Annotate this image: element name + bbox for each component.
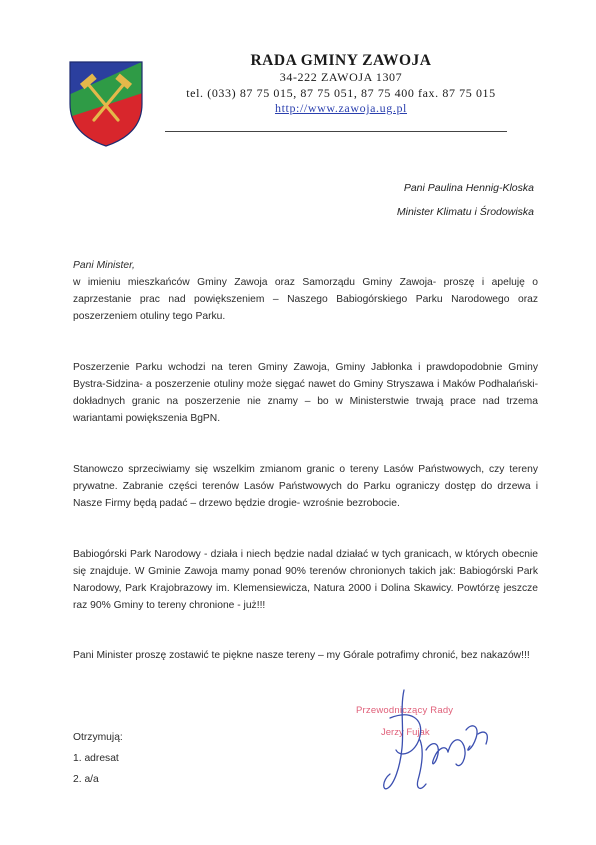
paragraph-3: Stanowczo sprzeciwiamy się wszelkim zmianom granic o tereny Lasów Państwowych, czy tereny prywatne. Zabranie części terenów Lasów Państwowych do Parku ograniczy dostęp do drzewa i Nasze Firmy będą padać – drzewo będzie drogie- wzrośnie bezrobocie. — [73, 464, 538, 509]
distribution-heading: Otrzymują: — [73, 732, 123, 743]
paragraph-2: Poszerzenie Parku wchodzi na teren Gminy Zawoja, Gminy Jabłonka i prawdopodobnie Gminy Bystra-Sidzina- a poszerzenie otuliny może sięgać nawet do Gminy Stryszawa i Maków Podhalański- dokładnych granic na poszerzenie nie znamy – bo w Ministerstwie trwają prace nad trzema wariantami powiększenia BgPN. — [73, 362, 538, 424]
stamp-title: Przewodniczący Rady — [356, 705, 454, 716]
distribution-item: 2. a/a — [73, 774, 99, 785]
distribution-list — [73, 727, 123, 790]
recipient-title: Minister Klimatu i Środowiska — [396, 206, 534, 218]
org-phone-line: tel. (033) 87 75 015, 87 75 051, 87 75 400 fax. 87 75 015 — [186, 86, 496, 100]
paragraph-1: w imieniu mieszkańców Gminy Zawoja oraz Samorządu Gminy Zawoja- proszę i apeluję o zaprzestanie prac nad powiększeniem – Naszego Babiogórskiego Parku Narodowego oraz poszerzeniem otuliny tego Parku. — [73, 277, 538, 322]
handwritten-signature — [360, 688, 500, 798]
org-website-link[interactable]: http://www.zawoja.ug.pl — [274, 101, 407, 115]
stamp-name: Jerzy Fujak — [381, 727, 430, 738]
org-address: 34-222 ZAWOJA 1307 — [279, 70, 403, 84]
paragraph-4: Babiogórski Park Narodowy - działa i niech będzie nadal działać w tych granicach, w których obecnie się znajduje. W Gminie Zawoja mamy ponad 90% terenów chronionych takich jak: Babiogórski Park Narodowy, Park Krajobrazowy im. Klemensiewicza, Natura 2000 i Dolina Skawicy. Powtórzę jeszcze raz 90% Gminy to tereny chronione - już!!! — [73, 549, 538, 611]
recipient-block — [397, 176, 534, 224]
coat-of-arms-icon — [66, 56, 146, 148]
distribution-item: 1. adresat — [73, 753, 119, 764]
closing-line: Pani Minister proszę zostawić te piękne nasze tereny – my Górale potrafimy chronić, bez nakazów!!! — [73, 650, 530, 661]
letter-body — [73, 257, 538, 614]
org-name: RADA GMINY ZAWOJA — [250, 52, 432, 69]
letterhead — [160, 52, 522, 116]
salutation: Pani Minister, — [73, 260, 135, 271]
header-divider — [165, 131, 507, 132]
recipient-name: Pani Paulina Hennig-Kloska — [403, 182, 534, 194]
